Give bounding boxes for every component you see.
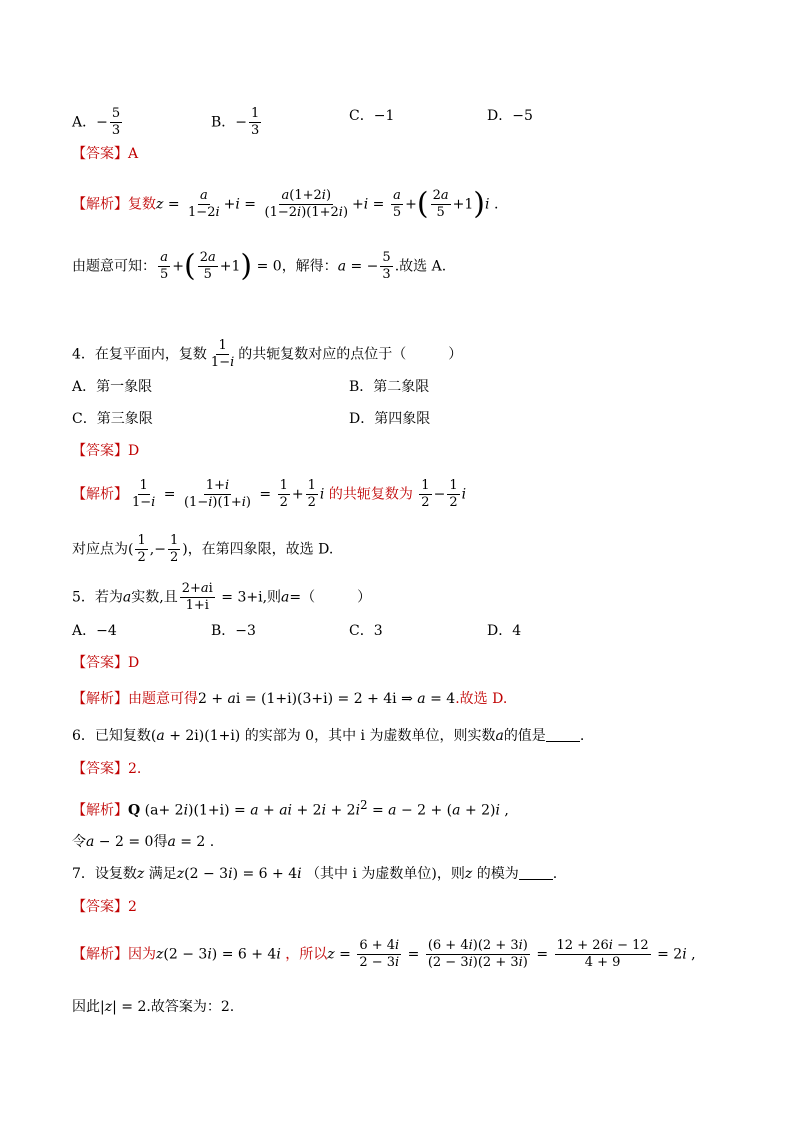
q4-option-b: B．第二象限 — [349, 379, 430, 395]
fraction: $\frac{1}{3}$ — [251, 106, 260, 138]
q5-answer: 【答案】D — [72, 655, 140, 671]
q3-option-c: C．−1 — [349, 108, 395, 124]
q4-point: 对应点为( $\frac{1}{2}$ ,− $\frac{1}{2}$ )，在第四象限，故选 D. — [72, 533, 334, 565]
q5-option-a: A．−4 — [72, 623, 117, 639]
q3-option-a: A．− $\frac{5}{3}$ — [72, 106, 121, 138]
q3-analysis: 【解析】复数z = $\frac{a}{1-2i}$ +i = $\frac{a(1+2i)}{(1-2i)(1+2i)}$ +i = $\frac{a}{5}$ +( $\frac{2a}{5}$ +1)i . — [72, 186, 499, 222]
q7-analysis: 【解析】因为z(2 − 3i) = 6 + 4i ，所以z = $\frac{6 + 4i}{2 - 3i}$ = $\frac{(6 + 4i)(2 + 3i)}{(2 - 3i)(2 + 3i)}$ = $\frac{12 + 26i - 12}{4 + 9}$ = 2i , — [72, 938, 696, 970]
q6-analysis: 【解析】Q (a+ 2i)(1+i) = a + ai + $2i + 2i^2 = a - 2 + (a + 2)i$ , — [72, 798, 509, 819]
answer-blank — [546, 727, 580, 742]
q5-option-c: C．3 — [349, 623, 383, 639]
q3-option-b: B．− $\frac{1}{3}$ — [211, 106, 260, 138]
q3-option-d: D．−5 — [487, 108, 533, 124]
q3-answer: 【答案】A — [72, 146, 139, 162]
fraction: $\frac{5}{3}$ — [111, 106, 121, 138]
q4-stem: 4．在复平面内，复数 $\frac{1}{1-i}$ 的共轭复数对应的点位于（ ） — [72, 338, 463, 370]
answer-blank — [519, 865, 553, 880]
q6-let: 令a − 2 = 0得a = 2 . — [72, 834, 215, 850]
q7-final: 因此|z| = 2.故答案为：2. — [72, 999, 235, 1015]
q5-analysis: 【解析】由题意可得2 + ai = (1+i)(3+i) = 2 + 4i ⇒ a = 4.故选 D. — [72, 691, 508, 707]
q5-option-d: D．4 — [487, 623, 522, 639]
q7-answer: 【答案】2 — [72, 899, 137, 915]
q5-option-b: B．−3 — [211, 623, 256, 639]
q6-answer: 【答案】2. — [72, 761, 142, 777]
q6-stem: 6．已知复数(a + 2i)(1+i) 的实部为 0，其中 i 为虚数单位，则实数a的值是 . — [72, 728, 585, 744]
q5-stem: 5．若为a实数,且 $\frac{2+ai}{1+i}$ = 3+i,则a=（ ） — [72, 581, 372, 613]
q4-answer: 【答案】D — [72, 443, 140, 459]
q3-conclusion: 由题意可知： $\frac{a}{5}$ +( $\frac{2a}{5}$ +1) = 0，解得：a = − $\frac{5}{3}$ .故选 A. — [72, 248, 447, 284]
q4-analysis: 【解析】 $\frac{1}{1-i}$ = $\frac{1+i}{(1-i)(1+i)}$ = $\frac{1}{2}$ + $\frac{1}{2}$ i 的共轭复数为 $\frac{1}{2}$ − $\frac{1}{2}$ i — [72, 478, 467, 510]
q4-option-c: C．第三象限 — [72, 411, 153, 427]
q4-option-d: D．第四象限 — [349, 411, 431, 427]
q7-stem: 7．设复数z 满足z(2 − 3i) = 6 + 4i （其中 i 为虚数单位)，则z 的模为 . — [72, 866, 558, 882]
q4-option-a: A．第一象限 — [72, 379, 153, 395]
